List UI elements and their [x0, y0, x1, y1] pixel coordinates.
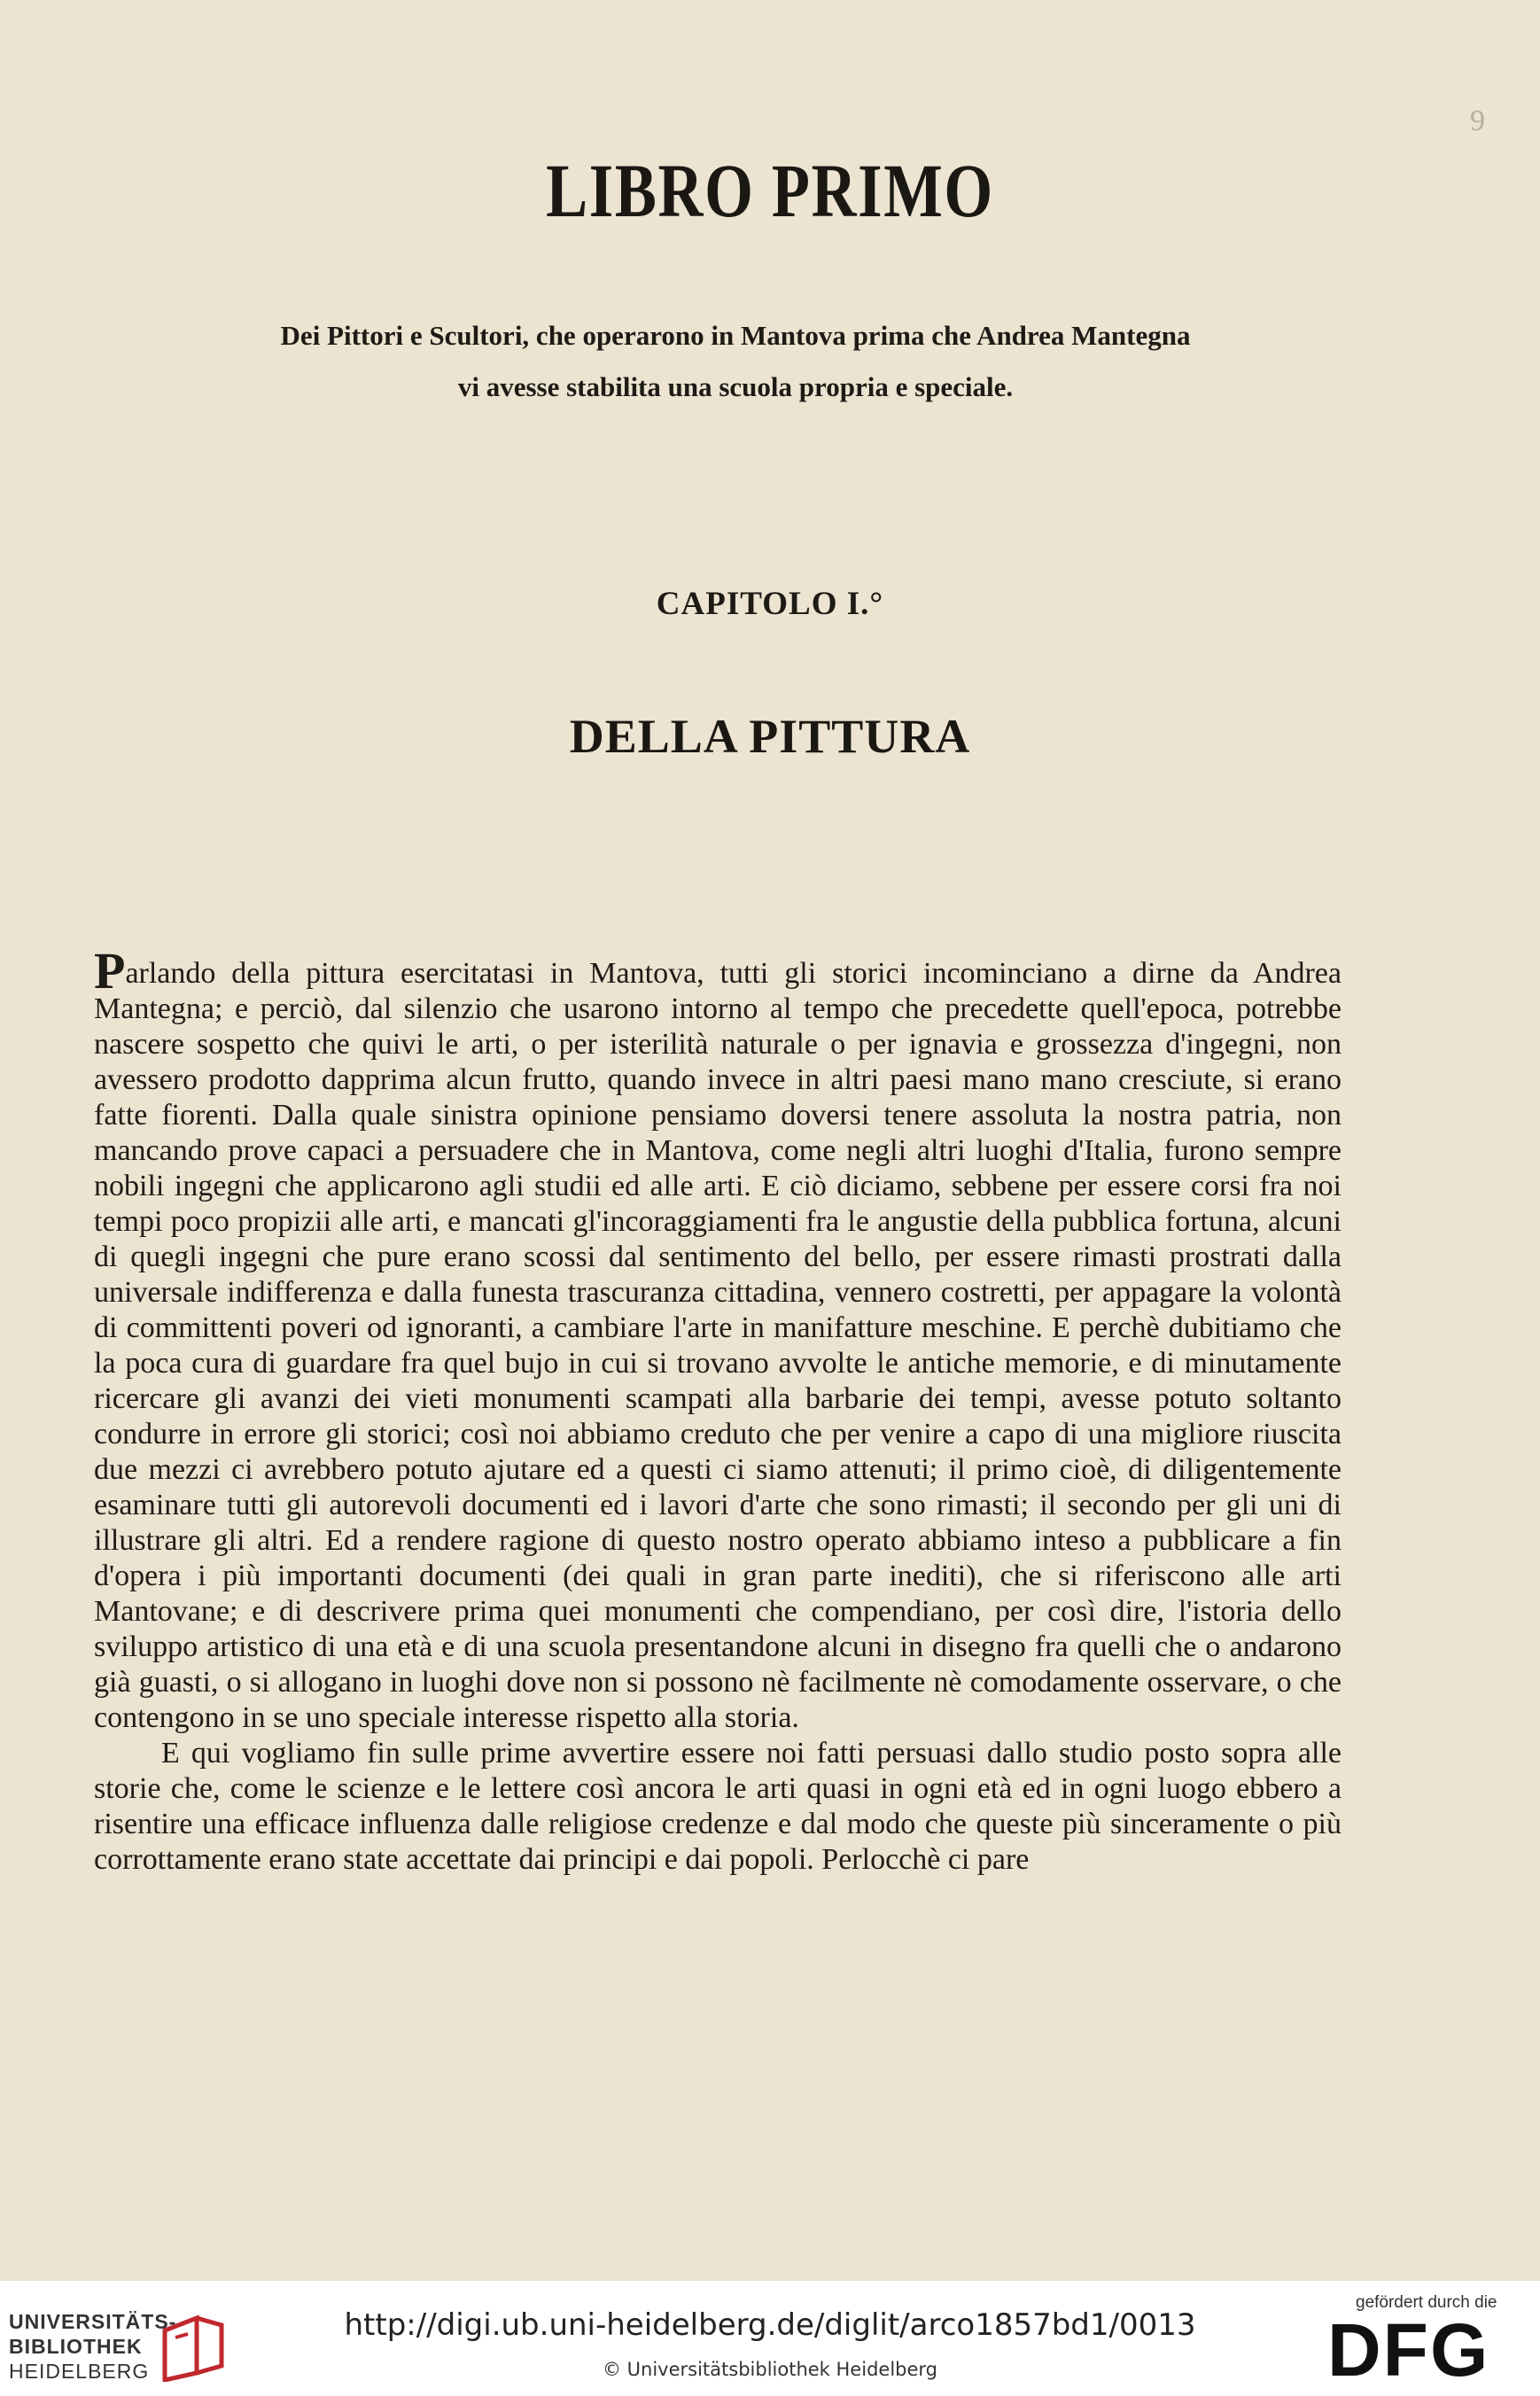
drop-cap: P	[94, 942, 126, 1000]
page-number: 9	[1470, 105, 1485, 137]
subtitle-line-1: Dei Pittori e Scultori, che operarono in Mantova prima che Andrea Mantegna	[280, 320, 1191, 351]
subtitle-line-2: vi avesse stabilita una scuola propria e speciale.	[457, 371, 1014, 402]
sponsor-block[interactable]	[1327, 2293, 1513, 2392]
library-name-line-2: BIBLIOTHEK	[9, 2335, 143, 2358]
chapter-heading: CAPITOLO I.°	[656, 586, 884, 622]
book-subtitle	[222, 310, 1249, 413]
sponsor-label: gefördert durch die	[1356, 2293, 1497, 2312]
paragraph-2: E qui vogliamo fin sulle prime avvertire essere noi fatti persuasi dallo studio posto sopra alle storie che, come le scienze e le lettere così ancora le arti quasi in ogni età ed in ogni luogo ebbero a risentire una efficace influenza dalle religiose credenze e dal modo che queste più sinceramente o più corrottamente erano state accettate dai principi e dai popoli. Perlocchè ci pare	[94, 1737, 1342, 1876]
dfg-logo: DFG	[1327, 2308, 1490, 2392]
library-name-line-3: HEIDELBERG	[9, 2360, 150, 2383]
section-heading: DELLA PITTURA	[569, 710, 971, 763]
permalink-url[interactable]: http://digi.ub.uni-heidelberg.de/diglit/arco1857bd1/0013	[344, 2307, 1196, 2343]
book-title: LIBRO PRIMO	[546, 148, 994, 233]
paragraph-1-text: arlando della pittura esercitatasi in Mantova, tutti gli storici incominciano a dirne da Andrea Mantegna; e perciò, dal silenzio che usarono intorno al tempo che precedette quell'epoca, potrebbe nascere sospetto che quivi le arti, o per isterilità naturale o per ignavia e grossezza d'ingegni, non avessero prodotto dapprima alcun frutto, quando invece in altri paesi mano mano cresciute, si erano fatte fiorenti. Dalla quale sinistra opinione pensiamo doversi tenere assoluta la nostra patria, non mancando prove capaci a persuadere che in Mantova, come negli altri luoghi d'Italia, furono sempre nobili ingegni che applicarono agli studii ed alle arti. E ciò diciamo, sebbene per essere corsi fra noi tempi poco propizii alle arti, e mancati gl'incoraggiamenti fra le angustie della pubblica fortuna, alcuni di quegli ingegni che pure erano scossi dal sentimento del bello, per essere rimasti prostrati dalla universale indifferenza e dalla funesta trascuranza cittadina, vennero costretti, per appagare la volontà di committenti poveri od ignoranti, a cambiare l'arte in manifatture meschine. E perchè dubitiamo che la poca cura di guardare fra quel bujo in cui si trovano avvolte le antiche memorie, e di minutamente ricercare gli avanzi dei vieti monumenti scampati alla barbarie dei tempi, avesse potuto soltanto condurre in errore gli storici; così noi abbiamo creduto che per venire a capo di una migliore riuscita due mezzi ci avrebbero potuto ajutare ed a questi ci siamo attenuti; il primo cioè, di diligentemente esaminare tutti gli autorevoli documenti ed i lavori d'arte che sono rimasti; il secondo per gli uni di illustrare gli altri. Ed a rendere ragione di questo nostro operato abbiamo inteso a pubblicare a fin d'opera i più importanti documenti (dei quali in gran parte inediti), che si riferiscono alle arti Mantovane; e di descrivere prima quei monumenti che compendiano, per così dire, l'istoria dello sviluppo artistico di una età e di una scuola presentandone alcuni in disegno fra quelli che o andarono già guasti, o si allogano in luoghi dove non si possono nè facilmente nè comodamente osservare, o che contengono in se uno speciale interesse rispetto alla storia.	[94, 957, 1342, 1734]
copyright-notice: © Universitätsbibliothek Heidelberg	[602, 2359, 937, 2380]
body-text	[94, 942, 1342, 1878]
library-name-line-1: UNIVERSITÄTS-	[9, 2310, 177, 2333]
paragraph-1	[94, 942, 1342, 1736]
footer-bar	[0, 2281, 1540, 2396]
